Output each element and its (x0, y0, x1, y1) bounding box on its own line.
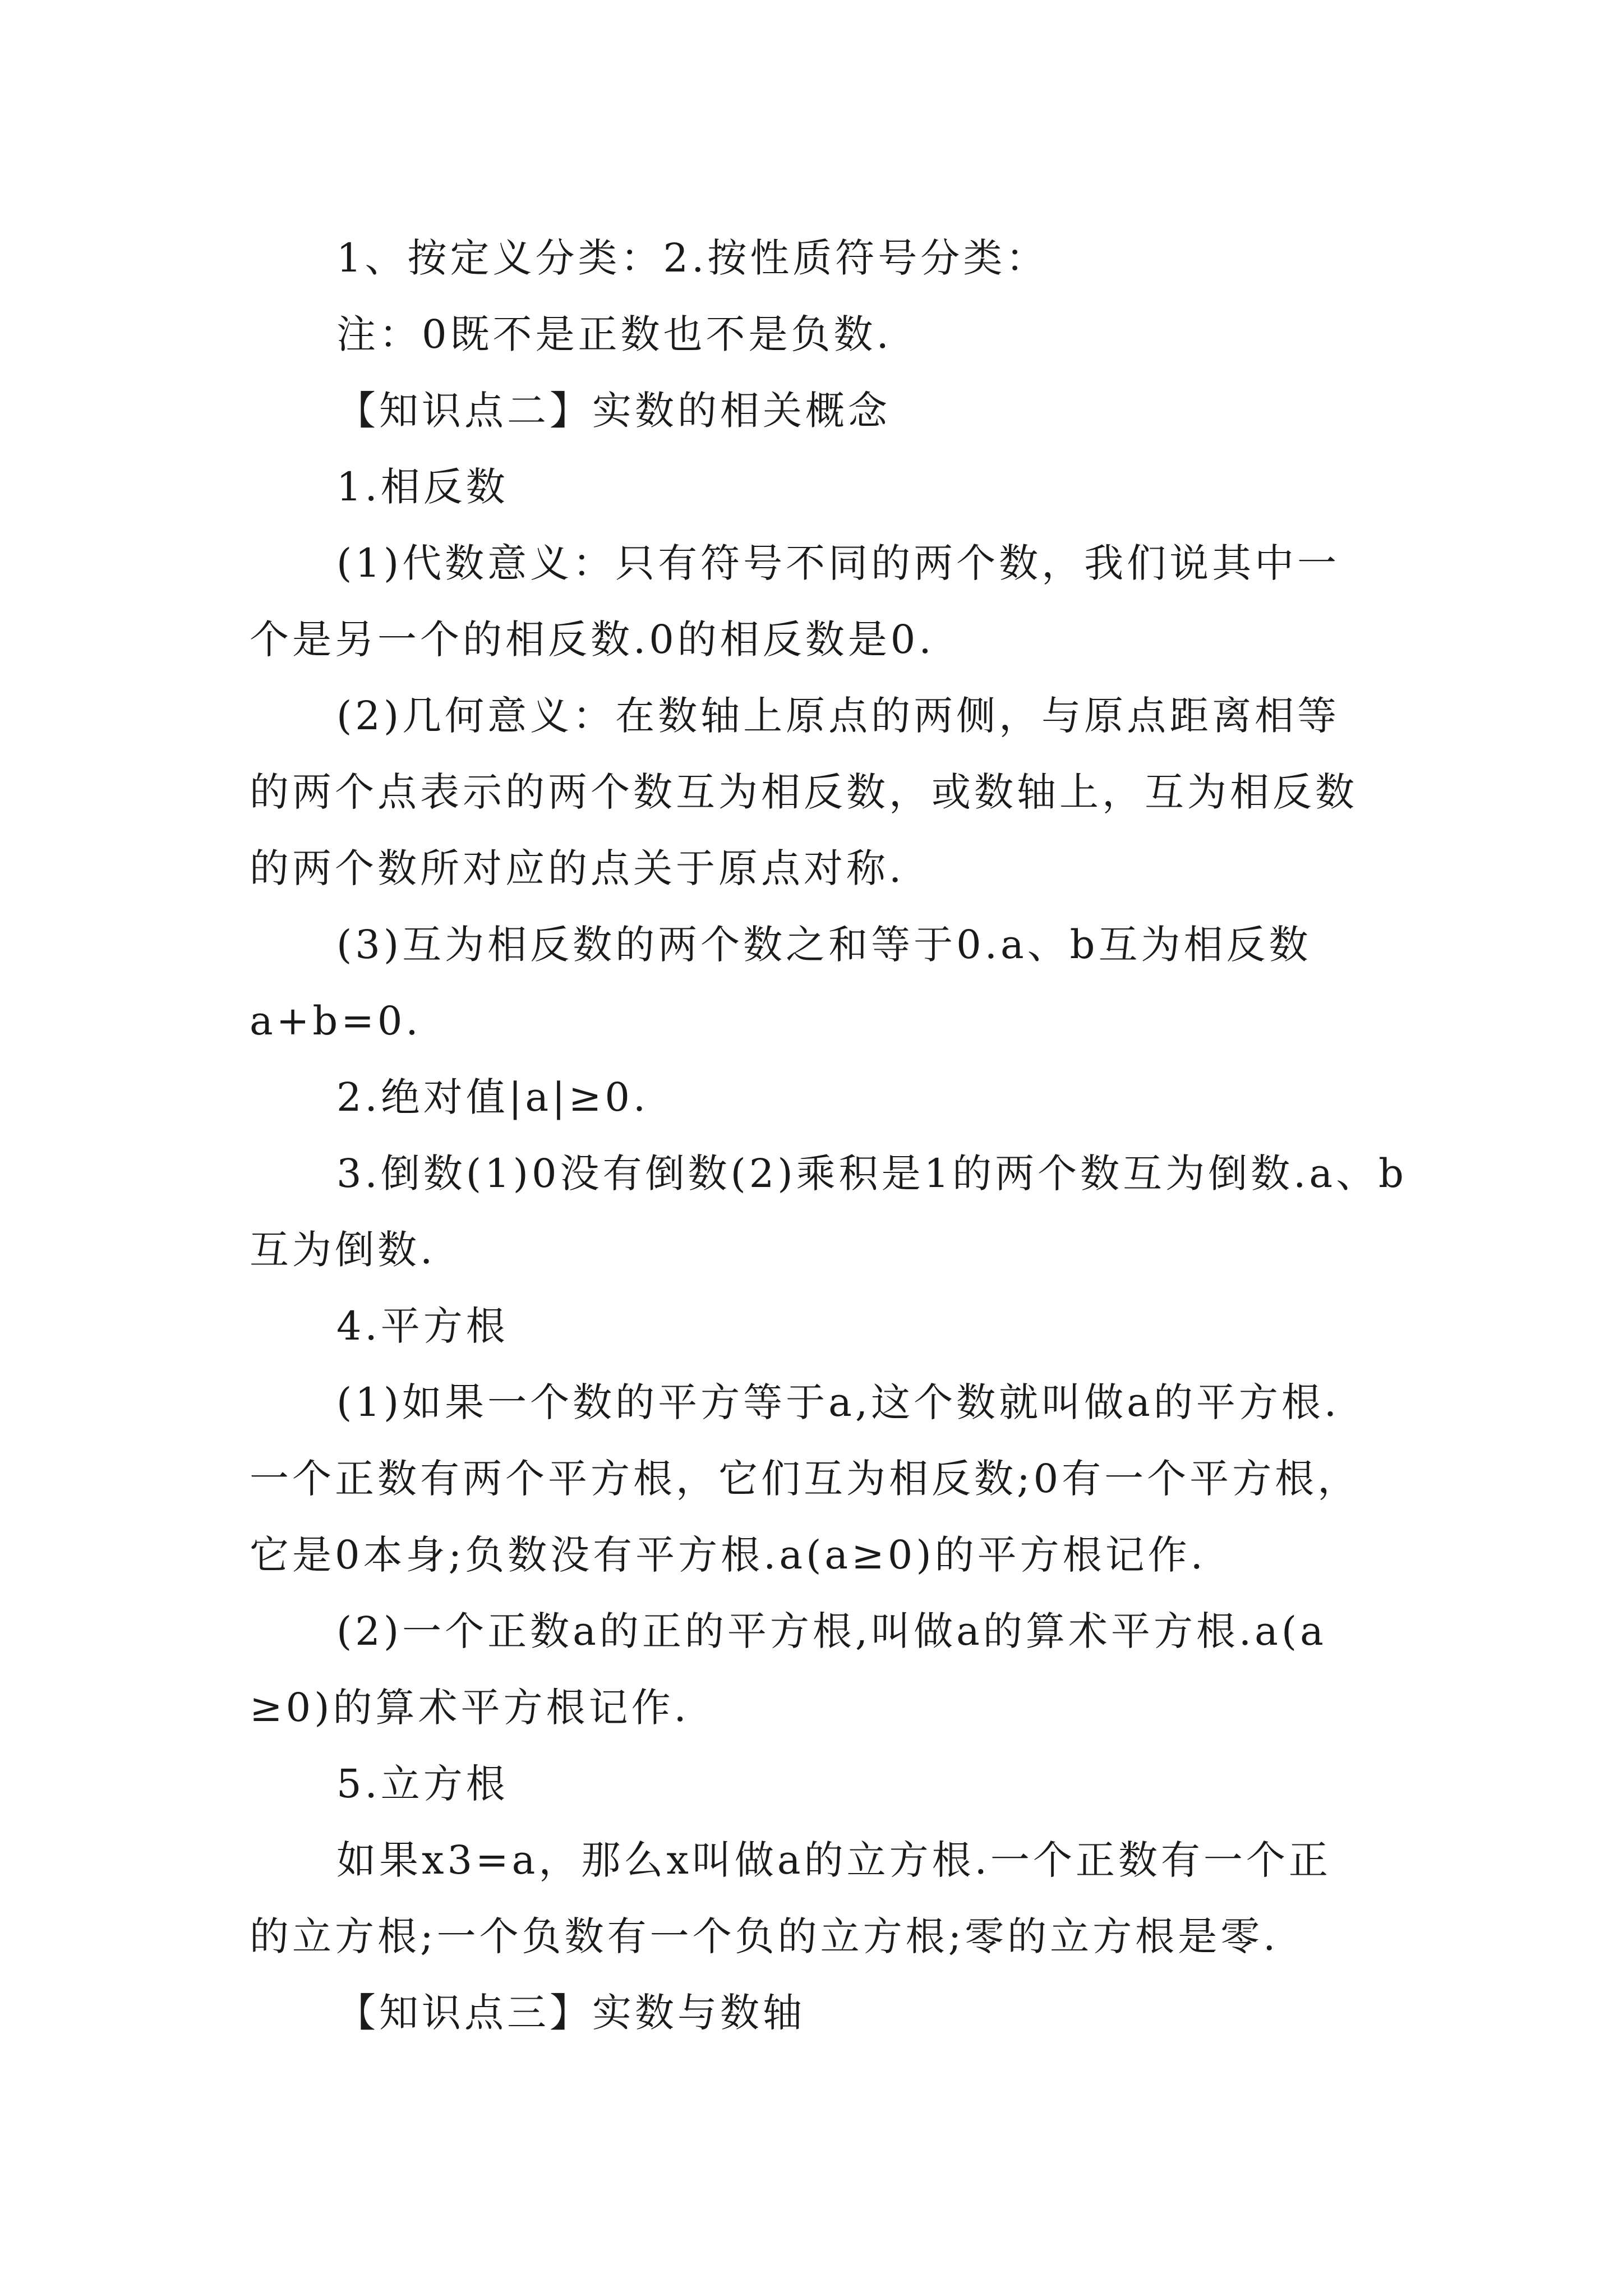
section-heading: 【知识点三】实数与数轴 (336, 1990, 805, 2036)
paragraph-line: (1)如果一个数的平方等于a,这个数就叫做a的平方根. (336, 1379, 1340, 1425)
paragraph-line: 注：0既不是正数也不是负数. (336, 311, 892, 357)
paragraph-line: 的两个点表示的两个数互为相反数，或数轴上，互为相反数 (250, 769, 1358, 815)
paragraph-line: 如果x3=a，那么x叫做a的立方根.一个正数有一个正 (336, 1837, 1331, 1883)
paragraph-line: 它是0本身;负数没有平方根.a(a≥0)的平方根记作. (250, 1532, 1206, 1578)
paragraph-line: (2)一个正数a的正的平方根,叫做a的算术平方根.a(a (336, 1608, 1327, 1654)
section-heading: 【知识点二】实数的相关概念 (336, 388, 891, 434)
document-body (250, 220, 1450, 2051)
paragraph-line: 个是另一个的相反数.0的相反数是0. (250, 616, 935, 662)
paragraph-line: 2.绝对值|a|≥0. (336, 1074, 649, 1120)
paragraph-line: 一个正数有两个平方根，它们互为相反数;0有一个平方根， (250, 1456, 1361, 1502)
subsection-heading: 1.相反数 (336, 464, 509, 510)
paragraph-line: a+b=0. (250, 998, 422, 1044)
subsection-heading: 5.立方根 (336, 1761, 509, 1807)
paragraph-line: 的两个数所对应的点关于原点对称. (250, 845, 905, 891)
paragraph-line: 1、按定义分类：2.按性质符号分类： (336, 235, 1049, 281)
paragraph-line: 3.倒数(1)0没有倒数(2)乘积是1的两个数互为倒数.a、b (336, 1151, 1407, 1197)
paragraph-line: (2)几何意义：在数轴上原点的两侧，与原点距离相等 (336, 693, 1340, 739)
paragraph-line: 互为倒数. (250, 1227, 436, 1273)
paragraph-line: 的立方根;一个负数有一个负的立方根;零的立方根是零. (250, 1913, 1279, 1959)
paragraph-line: (3)互为相反数的两个数之和等于0.a、b互为相反数 (336, 922, 1312, 968)
paragraph-line: ≥0)的算术平方根记作. (250, 1685, 690, 1731)
paragraph-line: (1)代数意义：只有符号不同的两个数，我们说其中一 (336, 540, 1340, 586)
subsection-heading: 4.平方根 (336, 1303, 509, 1349)
